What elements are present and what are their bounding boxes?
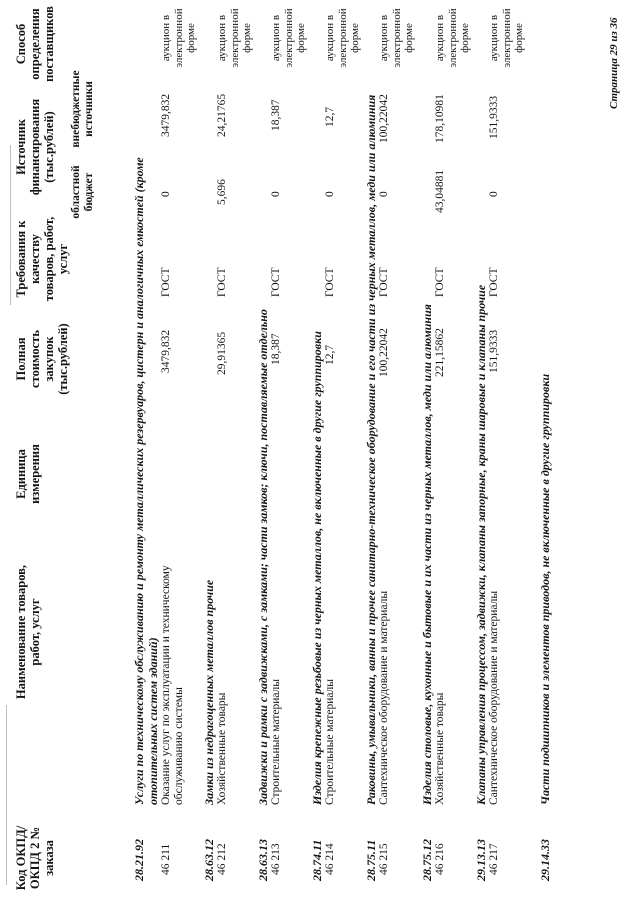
col-header-source-extra: внебюджетные источники xyxy=(70,70,95,148)
section-title: Части подшипников и элементов приводов, не включенные в другие группировки xyxy=(538,373,552,805)
item-cost: 3479,832 xyxy=(160,329,172,373)
item-method: аукцион в электронной форме xyxy=(324,8,361,68)
item-method: аукцион в электронной форме xyxy=(216,8,253,68)
order-number: 46 211 xyxy=(160,843,172,875)
section-title: Задвижки и рамки с задвижками, с замками; части замков; ключи, поставляемые отдельно xyxy=(256,309,270,805)
item-requirements: ГОСТ xyxy=(378,267,390,297)
item-requirements: ГОСТ xyxy=(216,267,228,297)
item-name: Сантехническое оборудование и материалы xyxy=(488,590,500,805)
section-code: 29.14.33 xyxy=(538,839,552,881)
item-requirements: ГОСТ xyxy=(434,267,446,297)
section-code: 28.75.12 xyxy=(420,839,434,881)
item-extra-budget: 151,9333 xyxy=(488,95,500,139)
section-code: 28.63.13 xyxy=(256,839,270,881)
item-cost: 18,387 xyxy=(270,333,282,365)
order-number: 46 217 xyxy=(488,843,500,875)
item-oblast-budget: 43,04881 xyxy=(434,169,446,213)
item-requirements: ГОСТ xyxy=(160,267,172,297)
item-method: аукцион в электронной форме xyxy=(378,8,415,68)
item-extra-budget: 178,10981 xyxy=(434,94,446,143)
section-code: 28.74.11 xyxy=(310,839,324,881)
section-code: 28.63.12 xyxy=(202,839,216,881)
item-method: аукцион в электронной форме xyxy=(160,8,197,68)
item-method: аукцион в электронной форме xyxy=(270,8,307,68)
item-extra-budget: 12,7 xyxy=(324,106,336,127)
item-cost: 100,22042 xyxy=(378,328,390,377)
item-cost: 151,9333 xyxy=(488,329,500,373)
scan-artifact xyxy=(6,705,7,885)
item-requirements: ГОСТ xyxy=(324,267,336,297)
item-oblast-budget: 0 xyxy=(488,191,500,197)
item-name: Строительные материалы xyxy=(324,678,336,805)
col-header-code: Код ОКПД/ ОКПД 2 № заказа xyxy=(14,825,56,891)
order-number: 46 214 xyxy=(324,843,336,875)
section-code: 29.13.13 xyxy=(474,839,488,881)
scan-artifact xyxy=(10,145,11,305)
item-oblast-budget: 0 xyxy=(270,191,282,197)
item-method: аукцион в электронной форме xyxy=(434,8,471,68)
col-header-name: Наименование товаров, работ, услуг xyxy=(14,564,42,700)
section-title: Изделия крепежные резьбовые из черных металлов, не включенные в другие группировки xyxy=(310,331,324,805)
item-name: Хозяйственные товары xyxy=(434,692,446,805)
order-number: 46 213 xyxy=(270,843,282,875)
page-number: Страница 29 из 36 xyxy=(608,17,620,109)
section-title: Замки из недрагоценных металлов прочие xyxy=(202,579,216,805)
section-title: Клапаны управления процессом, задвижки, клапаны запорные, краны шаровые и клапаны прочие xyxy=(474,284,488,805)
order-number: 46 216 xyxy=(434,843,446,875)
item-name: Оказание услуг по эксплуатации и техническому обслуживанию системы xyxy=(160,565,185,805)
item-name: Сантехническое оборудование и материалы xyxy=(378,590,390,805)
item-extra-budget: 24,21765 xyxy=(216,93,228,137)
item-method: аукцион в электронной форме xyxy=(488,8,525,68)
item-oblast-budget: 5,696 xyxy=(216,179,228,205)
item-extra-budget: 3479,832 xyxy=(160,93,172,137)
item-requirements: ГОСТ xyxy=(270,267,282,297)
item-extra-budget: 100,22042 xyxy=(378,94,390,143)
col-header-source-oblast: областной бюджет xyxy=(70,165,95,219)
col-header-unit: Единица измерения xyxy=(14,444,42,504)
item-oblast-budget: 0 xyxy=(378,191,390,197)
item-oblast-budget: 0 xyxy=(160,191,172,197)
order-number: 46 212 xyxy=(216,843,228,875)
order-number: 46 215 xyxy=(378,843,390,875)
item-name: Хозяйственные товары xyxy=(216,692,228,805)
item-cost: 221,15862 xyxy=(434,328,446,377)
col-header-cost: Полная стоимость закупок (тыс.рублей) xyxy=(14,323,70,395)
section-title: Услуги по техническому обслуживанию и ремонту металлических резервуаров, цистерн и аналогичных емкостей (кроме отопительных систем зданий) xyxy=(132,157,160,805)
item-requirements: ГОСТ xyxy=(488,267,500,297)
section-code: 28.21.92 xyxy=(132,839,146,881)
item-cost: 29,91365 xyxy=(216,331,228,375)
col-header-requirements: Требования к качеству товаров, работ, услуг xyxy=(14,216,70,302)
item-name: Строительные материалы xyxy=(270,678,282,805)
item-oblast-budget: 0 xyxy=(324,191,336,197)
section-code: 28.75.11 xyxy=(364,839,378,881)
col-header-method: Способ определения поставщиков xyxy=(14,6,56,82)
section-title: Изделия столовые, кухонные и бытовые и их части из черных металлов, меди или алюминия xyxy=(420,304,434,805)
section-title: Раковины, умывальники, ванны и прочее санитарно-техническое оборудование и его части из черных металлов, меди или алюминия xyxy=(364,94,378,805)
item-extra-budget: 18,387 xyxy=(270,99,282,131)
item-cost: 12,7 xyxy=(324,344,336,365)
col-header-source: Источник финансирования (тыс.рублей) xyxy=(14,98,56,196)
